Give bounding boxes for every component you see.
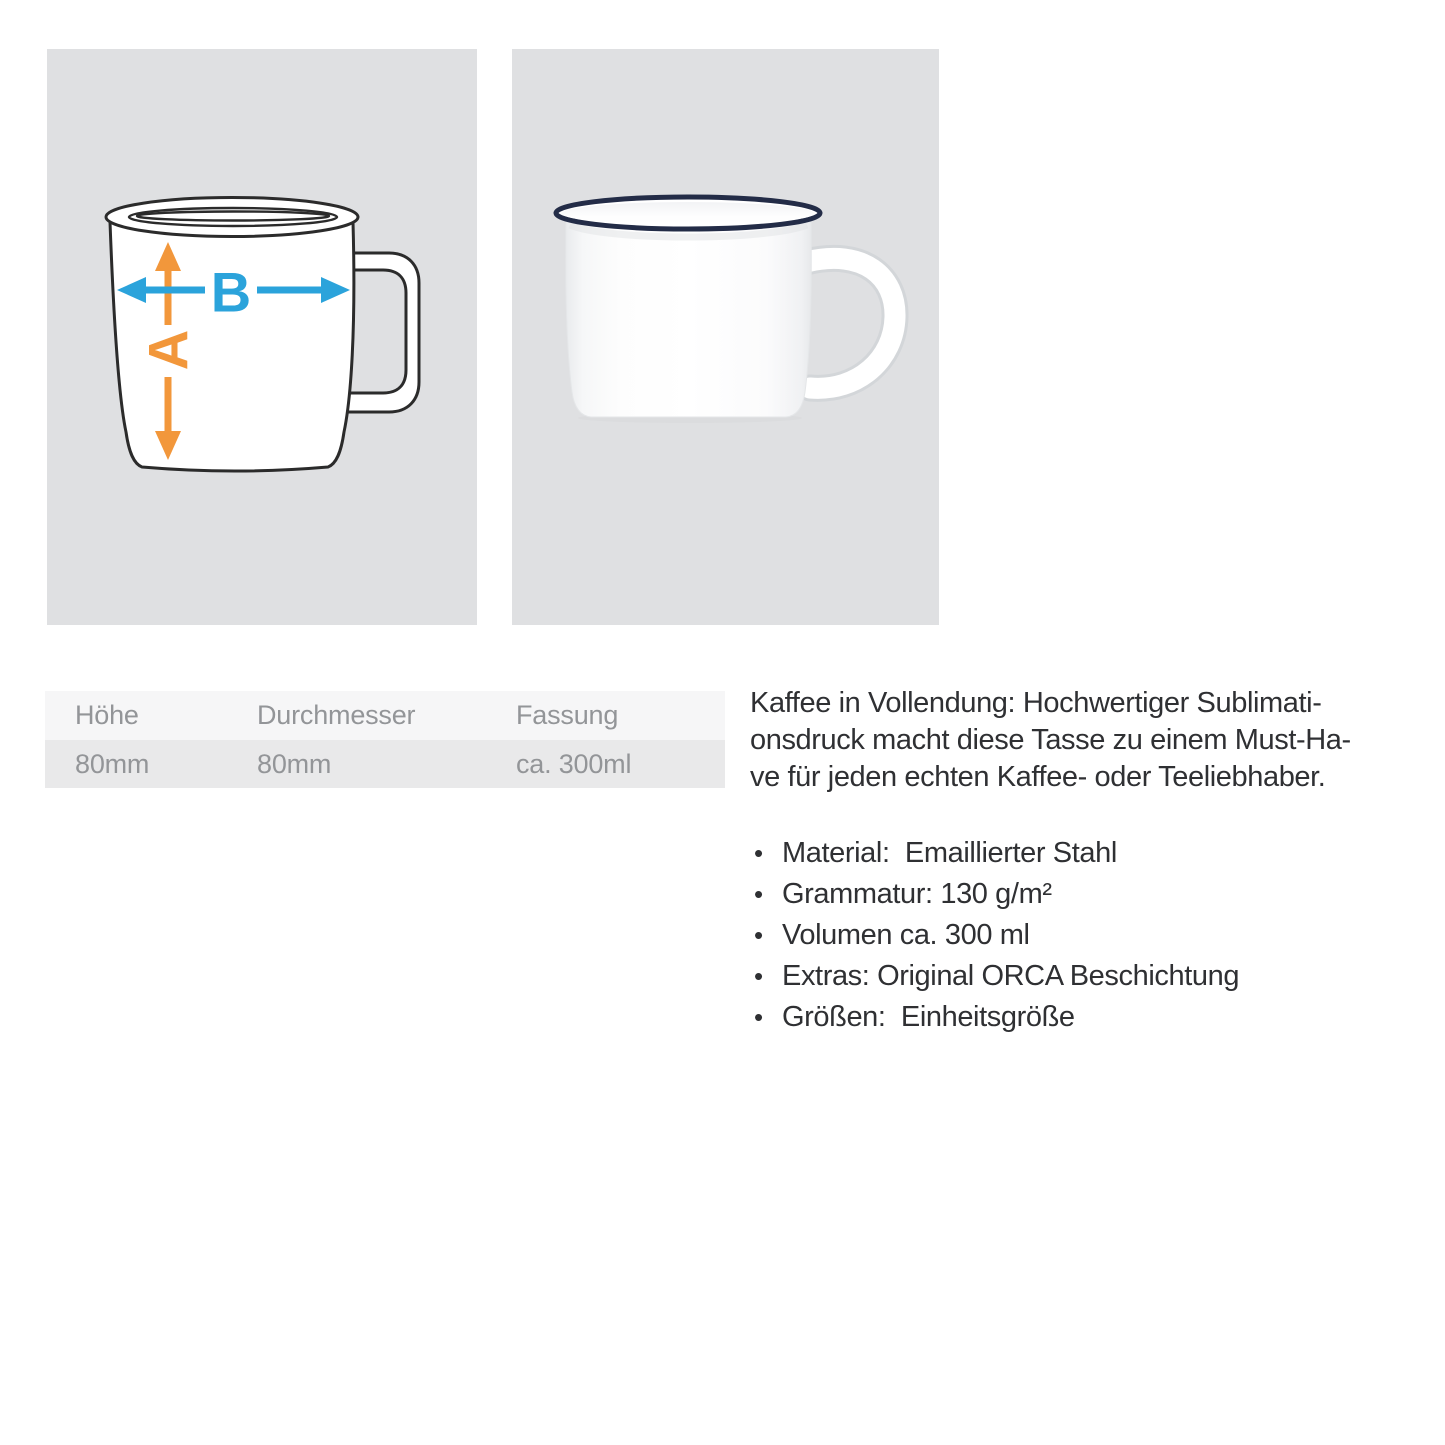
- bullet-icon: •: [754, 961, 763, 991]
- bullet-icon: •: [754, 838, 763, 868]
- bullet-item-groessen: [750, 997, 1430, 1038]
- paragraph-line: onsdruck macht diese Tasse zu einem Must-Ha-: [750, 724, 1351, 756]
- spec-value-fassung: ca. 300ml: [516, 748, 632, 779]
- bullet-text: Volumen ca. 300 ml: [782, 919, 1030, 951]
- spec-header-durchmesser: Durchmesser: [257, 700, 416, 730]
- mug-handle: [806, 258, 895, 388]
- spec-header-hoehe: Höhe: [75, 700, 139, 730]
- spec-table-value-row: [45, 740, 725, 788]
- bullet-item-extras: [750, 956, 1430, 997]
- mug-mouth: [562, 202, 814, 225]
- enamel-mug-photo: [512, 49, 939, 625]
- bullet-icon: •: [754, 920, 763, 950]
- bullet-text: Material: Emaillierter Stahl: [782, 837, 1117, 869]
- spec-table-header-row: [45, 691, 725, 740]
- bullet-text: Größen: Einheitsgröße: [782, 1001, 1075, 1033]
- bullet-text: Extras: Original ORCA Beschichtung: [782, 960, 1240, 992]
- size-diagram-panel: [47, 49, 477, 625]
- description-paragraph: [750, 685, 1430, 796]
- bullet-item-volumen: [750, 915, 1430, 956]
- bullet-item-material: [750, 833, 1430, 874]
- paragraph-line: ve für jeden echten Kaffee- oder Teeliebhaber.: [750, 761, 1326, 793]
- spec-table: [45, 691, 725, 788]
- mug-body: [566, 221, 812, 417]
- height-label: A: [136, 329, 200, 371]
- paragraph-line: Kaffee in Vollendung: Hochwertiger Sublimati-: [750, 687, 1322, 719]
- spec-header-fassung: Fassung: [516, 700, 619, 730]
- product-photo-panel: [512, 49, 939, 625]
- spec-value-durchmesser: 80mm: [257, 748, 332, 779]
- bullet-item-grammatur: [750, 874, 1430, 915]
- feature-bullet-list: [750, 833, 1430, 1038]
- bullet-text: Grammatur: 130 g/m²: [782, 878, 1052, 910]
- bullet-icon: •: [754, 1002, 763, 1032]
- diameter-label: B: [210, 260, 252, 324]
- product-description: [750, 685, 1430, 1038]
- bullet-icon: •: [754, 879, 763, 909]
- mug-dimension-diagram: [47, 49, 477, 625]
- spec-value-hoehe: 80mm: [75, 748, 150, 779]
